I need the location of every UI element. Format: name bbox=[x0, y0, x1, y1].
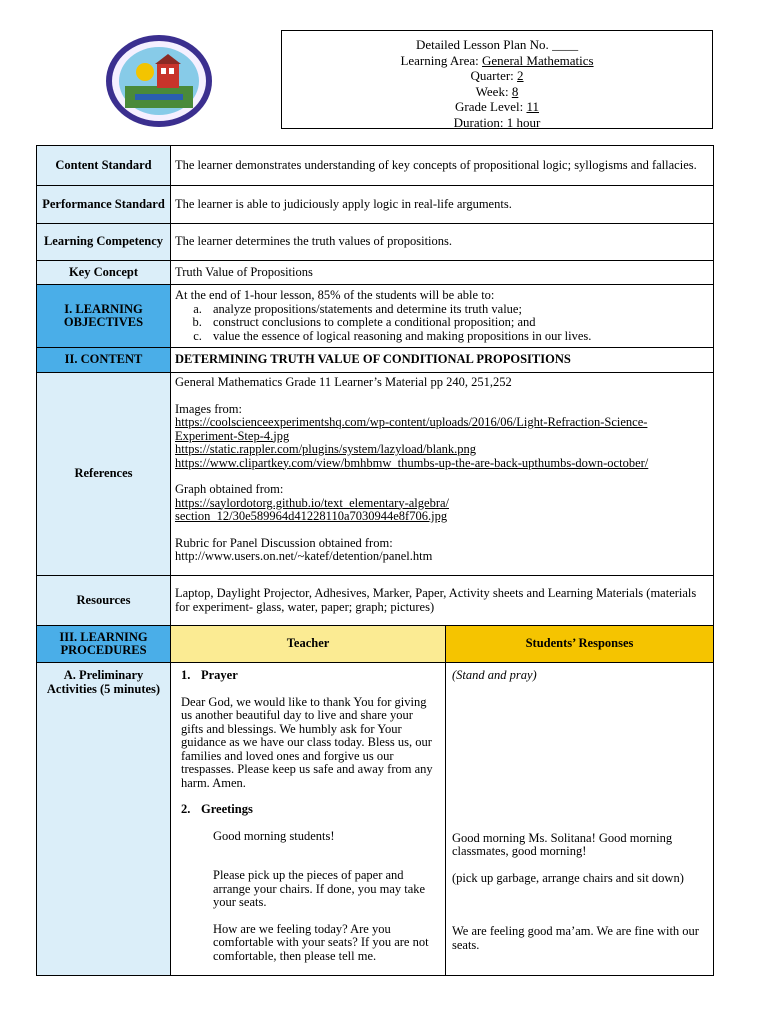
content-label: II. CONTENT bbox=[37, 348, 171, 373]
graph-from-label: Graph obtained from: bbox=[175, 482, 284, 496]
image-source-link[interactable]: Experiment-Step-4.jpg bbox=[175, 428, 290, 443]
learning-procedures-label: III. LEARNING PROCEDURES bbox=[37, 626, 171, 663]
teacher-greeting: Good morning students! bbox=[213, 828, 335, 843]
learning-objectives-value bbox=[171, 285, 714, 348]
learning-competency-label: Learning Competency bbox=[37, 224, 171, 261]
performance-standard-value: The learner is able to judiciously apply logic in real-life arguments. bbox=[171, 186, 714, 224]
teacher-preliminary-cell bbox=[171, 663, 446, 976]
performance-standard-label: Performance Standard bbox=[37, 186, 171, 224]
objective-item: b. construct conclusions to complete a conditional proposition; and bbox=[205, 316, 709, 330]
resources-label: Resources bbox=[37, 576, 171, 626]
references-value bbox=[171, 373, 714, 576]
lesson-plan-number-line: Detailed Lesson Plan No. ____ bbox=[415, 37, 579, 52]
learning-objectives-label: I. LEARNING OBJECTIVES bbox=[37, 285, 171, 348]
graph-source-link[interactable]: https://saylordotorg.github.io/text_elementary-algebra/ bbox=[175, 495, 450, 510]
key-concept-row bbox=[37, 261, 714, 285]
key-concept-label: Key Concept bbox=[37, 261, 171, 285]
references-row bbox=[37, 373, 714, 576]
objectives-list bbox=[175, 303, 709, 344]
lesson-plan-table bbox=[36, 145, 714, 976]
week-line: Week: 8 bbox=[475, 83, 519, 99]
teacher-question: How are we feeling today? Are you comfortable with your seats? If you are not comfortable, then please tell me. bbox=[213, 921, 429, 963]
references-label: References bbox=[37, 373, 171, 576]
student-response: (pick up garbage, arrange chairs and sit down) bbox=[452, 870, 684, 885]
learning-procedures-row bbox=[37, 626, 714, 663]
student-response: Good morning Ms. Solitana! Good morning classmates, good morning! bbox=[452, 830, 673, 858]
performance-standard-row bbox=[37, 186, 714, 224]
image-source-link[interactable]: https://static.rappler.com/plugins/system/lazyload/blank.png bbox=[175, 442, 476, 456]
duration-line: Duration: 1 hour bbox=[453, 114, 541, 130]
grade-level-line: Grade Level: 11 bbox=[455, 99, 539, 114]
learning-competency-row bbox=[37, 224, 714, 261]
objectives-intro: At the end of 1-hour lesson, 85% of the students will be able to: bbox=[175, 288, 495, 302]
learning-competency-value: The learner determines the truth values of propositions. bbox=[171, 224, 714, 261]
prayer-text: Dear God, we would like to thank You for giving us another beautiful day to live and share your gifts and blessings. We humbly ask for Your guidance as we have our class today. Bless us, our families and loved ones and forgive us our trespasses. Please keep us safe and away from any harm. Amen. bbox=[181, 694, 433, 790]
objective-item: a. analyze propositions/statements and determine its truth value; bbox=[205, 303, 709, 317]
resources-value: Laptop, Daylight Projector, Adhesives, Marker, Paper, Activity sheets and Learning Materials (materials for experiment- glass, water, paper; graph; pictures) bbox=[171, 576, 714, 626]
resources-row bbox=[37, 576, 714, 626]
preliminary-activities-label: A. Preliminary Activities (5 minutes) bbox=[37, 663, 171, 976]
teacher-column-header: Teacher bbox=[171, 626, 446, 663]
learning-objectives-row bbox=[37, 285, 714, 348]
content-standard-label: Content Standard bbox=[37, 146, 171, 186]
student-response: We are feeling good ma’am. We are fine with our seats. bbox=[452, 924, 699, 952]
image-source-link[interactable]: https://coolscienceexperimentshq.com/wp-content/uploads/2016/06/Light-Refraction-Science- bbox=[175, 415, 648, 429]
student-response: (Stand and pray) bbox=[452, 668, 537, 682]
rubric-source-url: http://www.users.on.net/~katef/detention/panel.htm bbox=[175, 549, 433, 563]
preliminary-activities-row bbox=[37, 663, 714, 976]
graph-source-link[interactable]: section_12/30e589964d41228110a7030944e8f706.jpg bbox=[175, 509, 448, 523]
students-responses-column-header: Students’ Responses bbox=[446, 626, 714, 663]
prayer-heading: 1. Prayer bbox=[181, 668, 238, 682]
learners-material-ref: General Mathematics Grade 11 Learner’s Material pp 240, 251,252 bbox=[175, 375, 512, 389]
objective-item: c. value the essence of logical reasoning and making propositions in our lives. bbox=[205, 330, 709, 344]
quarter-line: Quarter: 2 bbox=[470, 68, 524, 83]
school-seal-logo bbox=[105, 34, 213, 128]
key-concept-value: Truth Value of Propositions bbox=[171, 261, 714, 285]
lesson-plan-header bbox=[281, 30, 713, 129]
content-value: DETERMINING TRUTH VALUE OF CONDITIONAL PROPOSITIONS bbox=[171, 348, 714, 373]
learning-area-line: Learning Area: General Mathematics bbox=[400, 52, 594, 68]
content-standard-row bbox=[37, 146, 714, 186]
content-standard-value: The learner demonstrates understanding of key concepts of propositional logic; syllogisms and fallacies. bbox=[171, 146, 714, 186]
greetings-heading: 2. Greetings bbox=[181, 802, 253, 816]
rubric-from-label: Rubric for Panel Discussion obtained from: bbox=[175, 535, 393, 550]
images-from-label: Images from: bbox=[175, 401, 242, 416]
teacher-instruction: Please pick up the pieces of paper and arrange your chairs. If done, you may take your seats. bbox=[213, 868, 426, 909]
image-source-link[interactable]: https://www.clipartkey.com/view/bmhbmw_thumbs-up-the-are-back-upthumbs-down-october/ bbox=[175, 455, 649, 470]
content-row bbox=[37, 348, 714, 373]
students-preliminary-cell bbox=[446, 663, 714, 976]
